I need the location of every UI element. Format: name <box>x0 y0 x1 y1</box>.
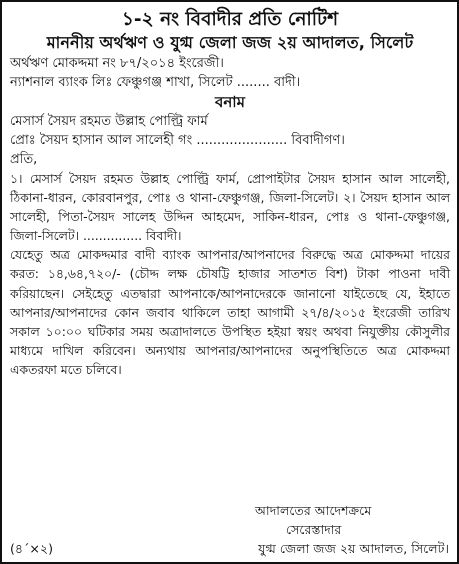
court-name: মাননীয় অর্থঋণ ও যুগ্ম জেলা জজ ২য় আদালত, সিলেট <box>46 33 414 52</box>
plaintiff-dots: ........ <box>236 75 270 90</box>
sherestadar: সেরেস্তাদার <box>286 522 342 537</box>
signature-block <box>10 501 449 558</box>
defendant-firm: মেসার্স সৈয়দ রহমত উল্লাহ পোল্ট্রি ফার্ম <box>10 114 208 129</box>
recipients-paragraph: ১। মেসার্স সৈয়দ রহমত উল্লাহ পোল্ট্রি ফার্ম, প্রোপাইটার সৈয়দ হাসান আল সালেহী, ঠিকানা-ধারন, কোরবানপুর, পোঃ ও থানা-ফেঞ্চুগঞ্জ, জিলা-সিলেট। ২। সৈয়দ হাসান আল সালেহী, পিতা-সৈয়দ সালেহ উদ্দিন আহমেদ, সাকিন-ধারন, পোঃ ও থানা-ফেঞ্চুগঞ্জ, জিলা-সিলেট। ............... বিবাদী। <box>10 171 450 244</box>
defendant-line <box>10 131 450 150</box>
plaintiff-role: বাদী। <box>273 75 301 90</box>
by-order-of-court: আদালতের আদেশক্রমে <box>255 503 372 518</box>
defendant-dots: ...................... <box>196 133 288 148</box>
plaintiff-line <box>10 73 450 92</box>
notice-body: যেহেতু অত্র মোকদ্দমার বাদী ব্যাংক আপনার/আপনাদের বিরুদ্ধে অত্র মোকদ্দমা দায়ের করত: ১৪,৬৪,৭২০/- (চৌদ্দ লক্ষ চৌষট্টি হাজার সাতশত বিশ) টাকা পাওনা দাবী করিয়াছেন। সেইহেতু এতদ্বারা আপনাকে/আপনাদেরকে জানানো যাইতেছে যে, ইহাতে আপনার/আপনাদের কোন জবাব থাকিলে তাহা আগামী ২৭/৪/২০১৫ ইংরেজী তারিখ সকাল ১০:০০ ঘটিকার সময় অত্রাদালতে উপস্থিত হইয়া স্বয়ং অথবা নিযুক্তীয় কৌসুলীর মাধ্যমে দাখিল করিবেন। অন্যথায় আপনার/আপনাদের অনুপস্থিতিতে অত্র মোকদ্দমা একতরফা মতে চলিবে। <box>10 247 450 377</box>
defendant-proprietor: প্রোঃ সৈয়দ হাসান আল সালেহী গং <box>10 133 193 148</box>
to-label: প্রতি, <box>10 152 38 167</box>
signature-court: যুগ্ম জেলা জজ ২য় আদালত, সিলেট। <box>258 541 449 556</box>
case-number: অর্থঋণ মোকদ্দমা নং ৮৭/২০১৪ ইংরেজী। <box>10 56 224 71</box>
versus-heading: বনাম <box>215 93 245 111</box>
ad-size-code: (৪´×২) <box>10 541 54 556</box>
signature-footer <box>10 539 449 558</box>
defendant-role: বিবাদীগণ। <box>291 133 345 148</box>
notice-title: ১-২ নং বিবাদীর প্রতি নোটিশ <box>121 9 339 30</box>
plaintiff-name: ন্যাশনাল ব্যাংক লিঃ ফেঞ্চুগঞ্জ শাখা, সিলেট <box>10 75 233 90</box>
